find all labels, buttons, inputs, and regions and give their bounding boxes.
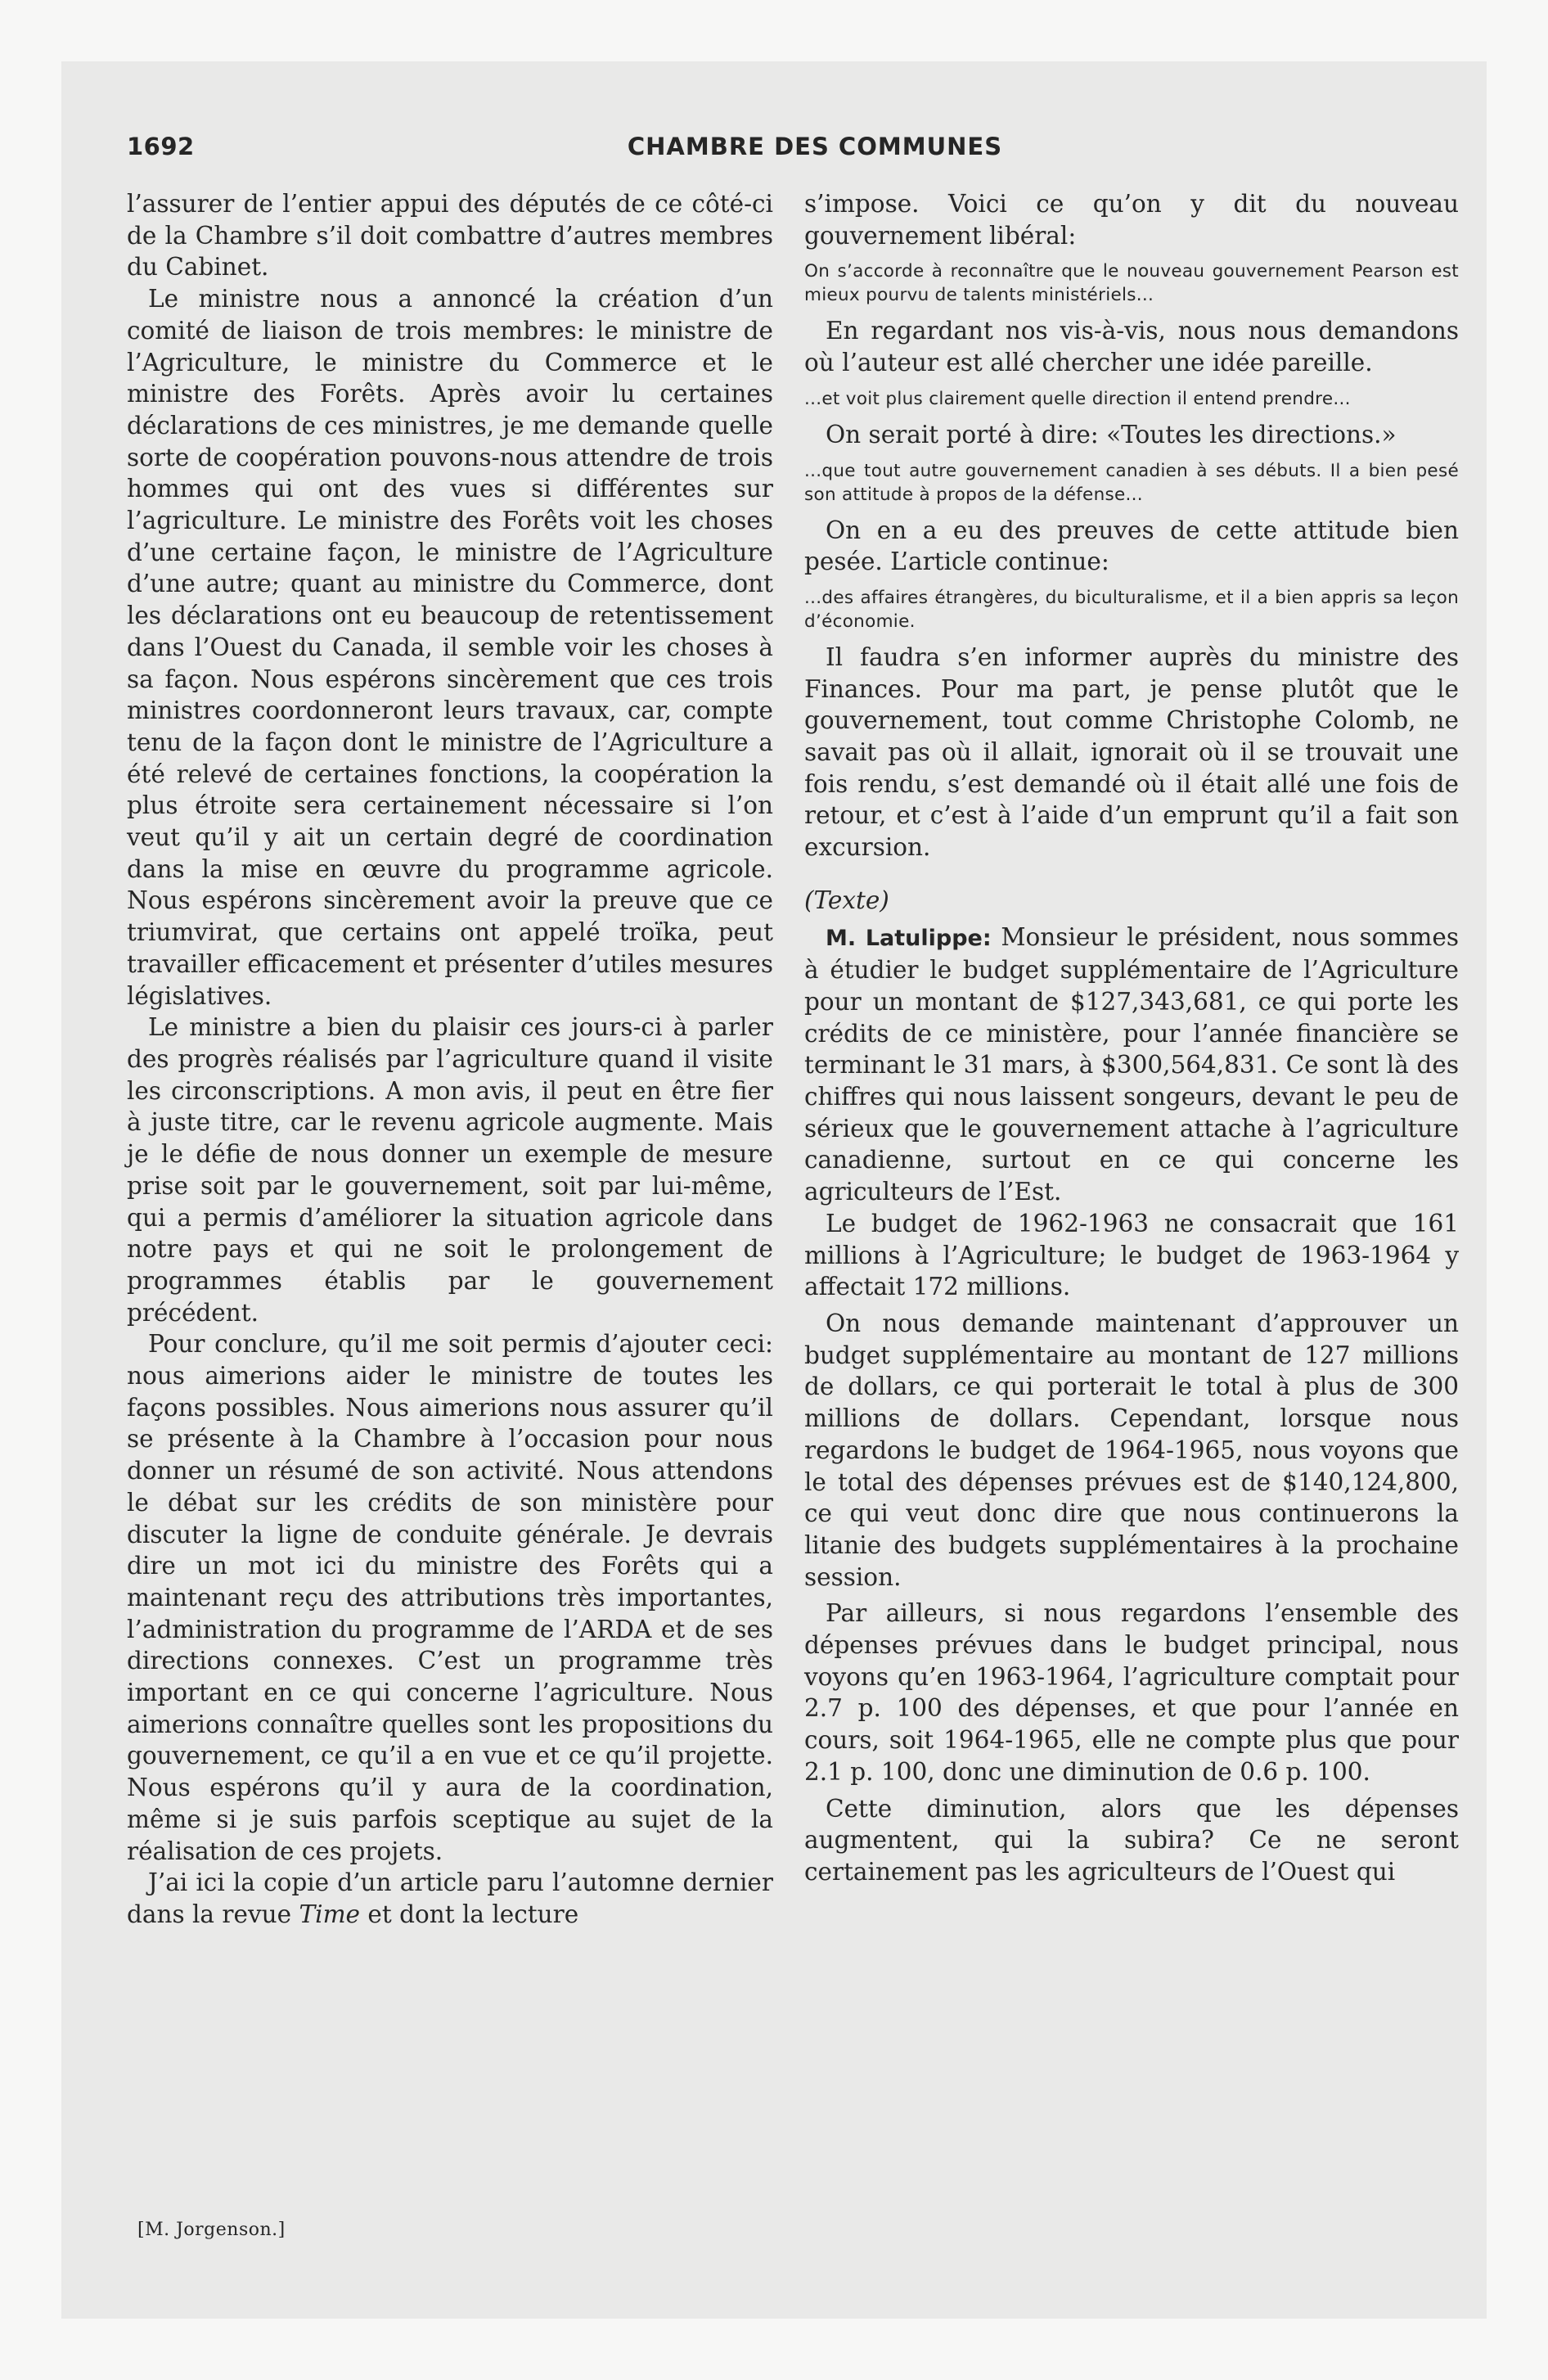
left-column [127, 188, 773, 1931]
paragraph: s’impose. Voici ce qu’on y dit du nouveau gouvernement libéral: [804, 190, 1459, 250]
paragraph: Le ministre nous a annoncé la création d’un comité de liaison de trois membres: le ministre de l’Agriculture, le ministre du Commerce et le ministre des Forêts. Après avoir lu certaines déclarations de ces ministres, je me demande quelle sorte de coopération pouvons-nous attendre de trois hommes qui ont des vues si différentes sur l’agriculture. Le ministre des Forêts voit les choses d’une certaine façon, le ministre de l’Agriculture d’une autre; quant au ministre du Commerce, dont les déclarations ont eu beaucoup de retentissement dans l’Ouest du Canada, il semble voir les choses à sa façon. Nous espérons sincèrement que ces trois ministres coordonneront leurs travaux, car, compte tenu de la façon dont le ministre de l’Agriculture a été relevé de certaines fonctions, la coopération la plus étroite sera certainement nécessaire si l’on veut qu’il y ait un certain degré de coordination dans la mise en œuvre du programme agricole. Nous espérons sincèrement avoir la preuve que ce triumvirat, que certains ont appelé troïka, peut travailler efficacement et présenter d’utiles mesures législatives. [127, 285, 773, 1010]
block-quote: ...et voit plus clairement quelle direction il entend prendre... [804, 388, 1351, 409]
block-quote: ...des affaires étrangères, du biculturalisme, et il a bien appris sa leçon d’économie. [804, 587, 1459, 632]
paragraph: Le ministre a bien du plaisir ces jours-ci à parler des progrès réalisés par l’agriculture quand il visite les circonscriptions. A mon avis, il peut en être fier à juste titre, car le revenu agricole augmente. Mais je le défie de nous donner un exemple de mesure prise soit par le gouvernement, soit par lui-même, qui a permis d’améliorer la situation agricole dans notre pays et qui ne soit le prolongement de programmes établis par le gouvernement précédent. [127, 1013, 773, 1327]
paragraph-text: Monsieur le président, nous sommes à étudier le budget supplémentaire de l’Agriculture pour un montant de $127,343,681, ce qui porte les crédits de ce ministère, pour l’année financière se terminant le 31 mars, à $300,564,831. Ce sont là des chiffres qui nous laissent songeurs, devant le peu de sérieux que le gouvernement attache à l’agriculture canadienne, surtout en ce qui concerne les agriculteurs de l’Est. [804, 922, 1459, 1206]
paragraph: On serait porté à dire: «Toutes les directions.» [826, 420, 1397, 449]
speaker-name: M. Latulippe: [826, 925, 992, 951]
page-header [127, 133, 1457, 170]
paragraph: l’assurer de l’entier appui des députés de ce côté-ci de la Chambre s’il doit combattre d’autres membres du Cabinet. [127, 190, 773, 282]
paragraph: Pour conclure, qu’il me soit permis d’ajouter ceci: nous aimerions aider le ministre de toutes les façons possibles. Nous aimerions nous assurer qu’il se présente à la Chambre à l’occasion pour nous donner un résumé de son activité. Nous attendons le débat sur les crédits de son ministère pour discuter la ligne de conduite générale. Je devrais dire un mot ici du ministre des Forêts qui a maintenant reçu des attributions très importantes, l’administration du programme de l’ARDA et de ses directions connexes. C’est un programme très important en ce qui concerne l’agriculture. Nous aimerions connaître quelles sont les propositions du gouvernement, ce qu’il a en vue et ce qu’il projette. Nous espérons qu’il y aura de la coordination, même si je suis parfois sceptique au sujet de la réalisation de ces projets. [127, 1330, 773, 1865]
paragraph: Cette diminution, alors que les dépenses augmentent, qui la subira? Ce ne seront certainement pas les agriculteurs de l’Ouest qui [804, 1794, 1459, 1886]
page-number: 1692 [127, 133, 195, 160]
paragraph [127, 1867, 773, 1930]
paragraph: En regardant nos vis-à-vis, nous nous demandons où l’auteur est allé chercher une idée pareille. [804, 317, 1459, 377]
block-quote: On s’accorde à reconnaître que le nouveau gouvernement Pearson est mieux pourvu de talents ministériels... [804, 261, 1459, 306]
paragraph-text: et dont la lecture [360, 1900, 579, 1928]
paragraph: Le budget de 1962-1963 ne consacrait que 161 millions à l’Agriculture; le budget de 1963-1964 y affectait 172 millions. [804, 1209, 1459, 1301]
paragraph: On en a eu des preuves de cette attitude bien pesée. L’article continue: [804, 516, 1459, 576]
paragraph: Il faudra s’en informer auprès du ministre des Finances. Pour ma part, je pense plutôt que le gouvernement, tout comme Christophe Colomb, ne savait pas où il allait, ignorait où il se trouvait une fois rendu, s’est demandé où il était allé une fois de retour, et c’est à l’aide d’un emprunt qu’il a fait son excursion. [804, 642, 1459, 862]
section-subhead: (Texte) [804, 886, 889, 914]
paragraph: On nous demande maintenant d’approuver un budget supplémentaire au montant de 127 millions de dollars, ce qui porterait le total à plus de 300 millions de dollars. Cependant, lorsque nous regardons le budget de 1964-1965, nous voyons que le total des dépenses prévues est de $140,124,800, ce qui veut donc dire que nous continuerons la litanie des budgets supplémentaires à la prochaine session. [804, 1309, 1459, 1591]
speaker-attribution: [M. Jorgenson.] [137, 2220, 286, 2240]
paragraph-text: J’ai ici la copie d’un article paru l’automne dernier dans la revue [127, 1868, 773, 1928]
paragraph: Par ailleurs, si nous regardons l’ensemble des dépenses prévues dans le budget principal, nous voyons qu’en 1963-1964, l’agriculture comptait pour 2.7 p. 100 des dépenses, et que pour l’année en cours, soit 1964-1965, elle ne compte plus que pour 2.1 p. 100, donc une diminution de 0.6 p. 100. [804, 1599, 1459, 1786]
paragraph [804, 922, 1459, 1208]
publication-title: Time [299, 1900, 360, 1928]
block-quote: ...que tout autre gouvernement canadien à ses débuts. Il a bien pesé son attitude à propos de la défense... [804, 460, 1459, 505]
running-head: CHAMBRE DES COMMUNES [627, 133, 1003, 160]
right-column [804, 188, 1459, 1888]
